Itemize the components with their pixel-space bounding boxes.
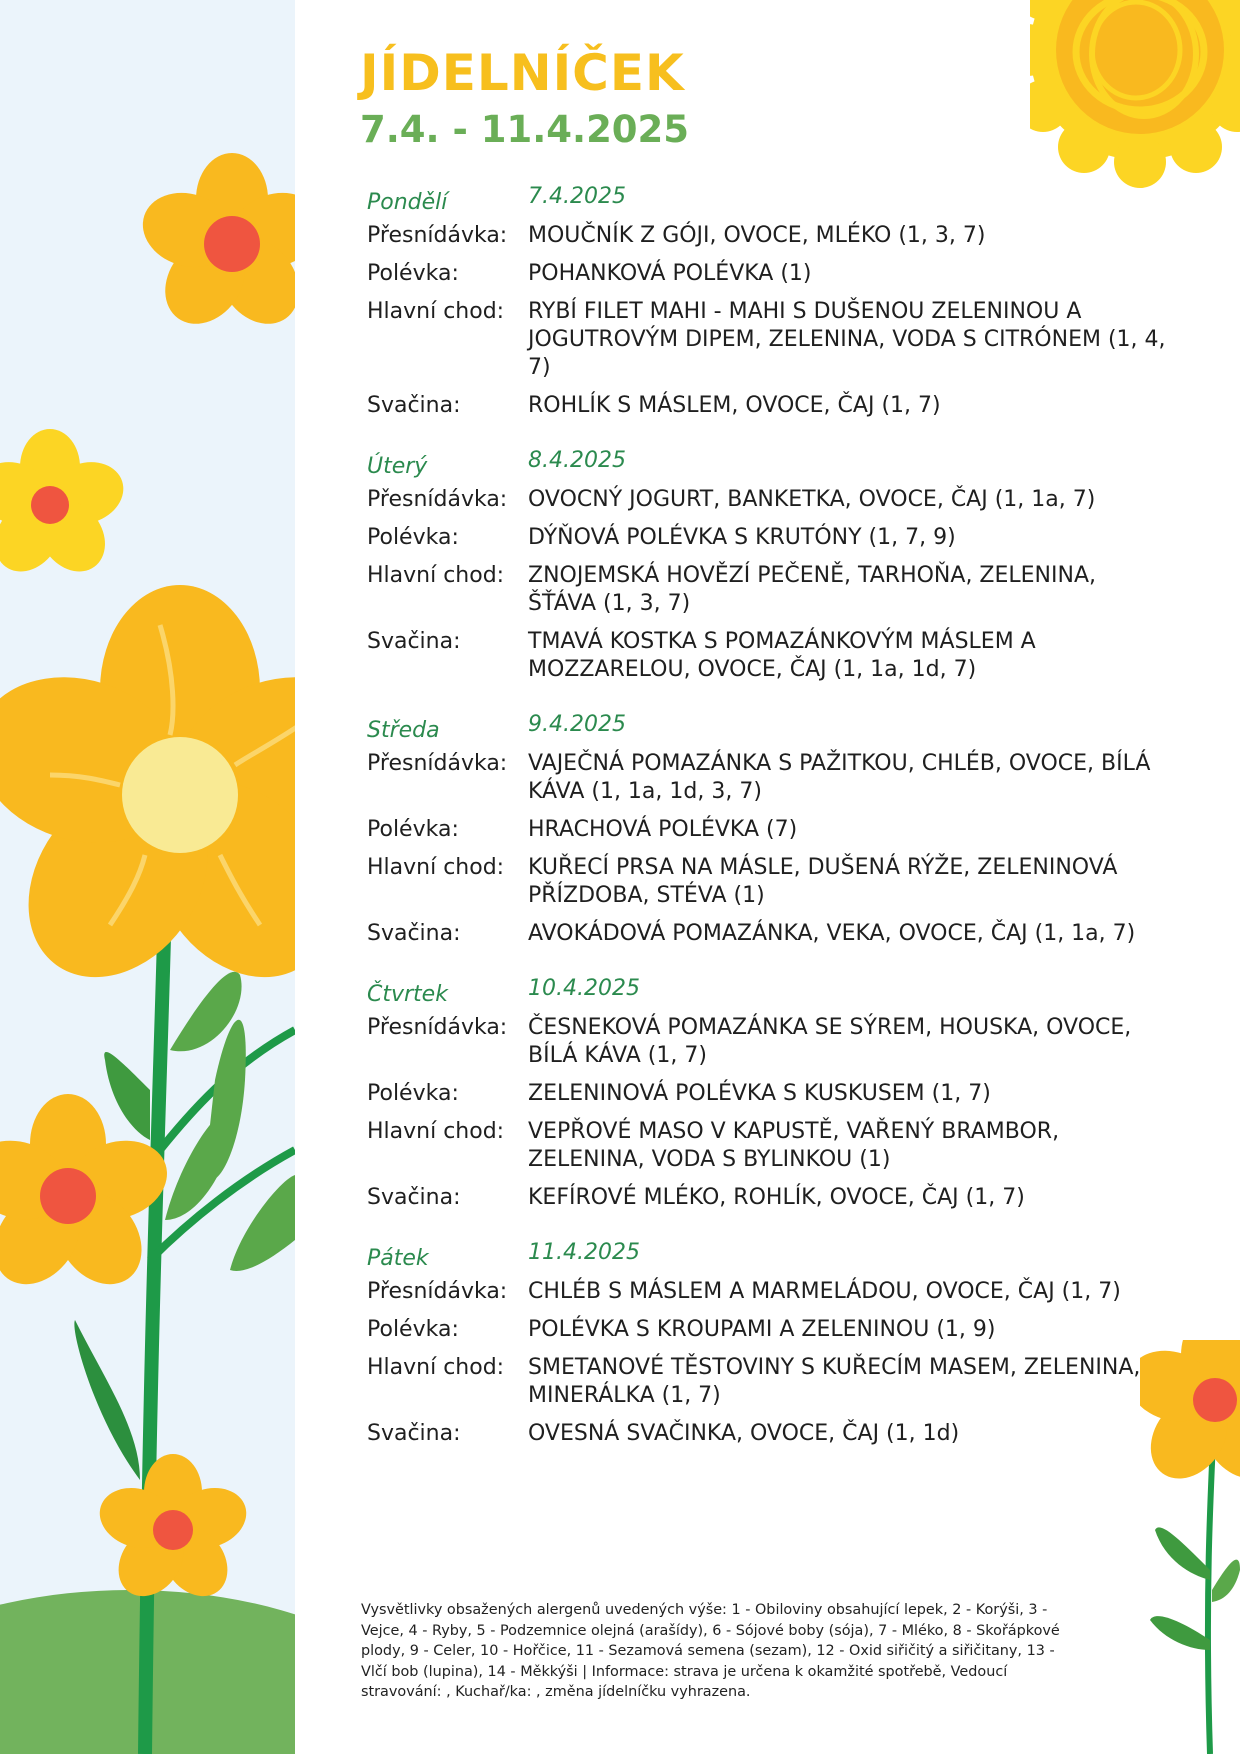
page-title: JÍDELNÍČEK [360,44,685,102]
meal-row [367,1118,1167,1174]
date-range: 7.4. - 11.4.2025 [360,108,690,151]
day-header [367,450,1167,480]
day-name: Čtvrtek [367,982,448,1007]
flower-illustration-panel [0,0,295,1754]
meal-description: ČESNEKOVÁ POMAZÁNKA SE SÝREM, HOUSKA, OVOCE, BÍLÁ KÁVA (1, 7) [528,1015,1132,1068]
meal-label: Polévka: [367,525,459,550]
meal-label: Polévka: [367,1081,459,1106]
flower-illustration [0,0,295,1754]
day-section [367,1242,1167,1448]
meal-description: POLÉVKA S KROUPAMI A ZELENINOU (1, 9) [528,1317,996,1342]
meal-description: MOUČNÍK Z GÓJI, OVOCE, MLÉKO (1, 3, 7) [528,223,986,248]
day-header [367,1242,1167,1272]
day-date: 7.4.2025 [528,184,626,209]
meal-label: Polévka: [367,1317,459,1342]
meal-description: ZNOJEMSKÁ HOVĚZÍ PEČENĚ, TARHOŇA, ZELENINA, ŠŤÁVA (1, 3, 7) [528,563,1097,616]
meal-description: CHLÉB S MÁSLEM A MARMELÁDOU, OVOCE, ČAJ (1, 7) [528,1279,1121,1304]
meal-label: Přesnídávka: [367,487,508,512]
day-name: Pátek [367,1246,429,1271]
sun-icon [1030,0,1240,200]
meal-description: HRACHOVÁ POLÉVKA (7) [528,817,798,842]
meal-label: Přesnídávka: [367,1279,508,1304]
meal-description: AVOKÁDOVÁ POMAZÁNKA, VEKA, OVOCE, ČAJ (1, 1a, 7) [528,921,1136,946]
meal-description: OVOCNÝ JOGURT, BANKETKA, OVOCE, ČAJ (1, 1a, 7) [528,487,1096,512]
meal-row [367,750,1167,806]
day-header [367,186,1167,216]
day-date: 8.4.2025 [528,448,626,473]
meal-description: KEFÍROVÉ MLÉKO, ROHLÍK, OVOCE, ČAJ (1, 7) [528,1185,1025,1210]
meal-label: Polévka: [367,261,459,286]
meal-description: VEPŘOVÉ MASO V KAPUSTĚ, VAŘENÝ BRAMBOR, ZELENINA, VODA S BYLINKOU (1) [528,1119,1060,1172]
meal-row [367,854,1167,910]
meal-description: POHANKOVÁ POLÉVKA (1) [528,261,812,286]
meal-label: Hlavní chod: [367,563,505,588]
meal-description: VAJEČNÁ POMAZÁNKA S PAŽITKOU, CHLÉB, OVOCE, BÍLÁ KÁVA (1, 1a, 1d, 3, 7) [528,751,1151,804]
menu-days [367,186,1167,1478]
day-name: Pondělí [367,190,448,215]
meal-row [367,562,1167,618]
meal-description: SMETANOVÉ TĚSTOVINY S KUŘECÍM MASEM, ZELENINA, MINERÁLKA (1, 7) [528,1355,1141,1408]
meal-label: Svačina: [367,629,461,654]
meal-row [367,486,1167,514]
meal-row [367,920,1167,948]
meal-label: Přesnídávka: [367,1015,508,1040]
meal-label: Hlavní chod: [367,1119,505,1144]
meal-row [367,628,1167,684]
day-section [367,714,1167,948]
meal-label: Hlavní chod: [367,855,505,880]
meal-label: Přesnídávka: [367,223,508,248]
meal-row [367,1184,1167,1212]
meal-row [367,1278,1167,1306]
meal-label: Svačina: [367,393,461,418]
meal-row [367,298,1167,382]
day-section [367,978,1167,1212]
meal-row [367,222,1167,250]
meal-row [367,1420,1167,1448]
allergen-footnote: Vysvětlivky obsažených alergenů uvedených výše: 1 - Obiloviny obsahující lepek, 2 - Korýši, 3 - Vejce, 4 - Ryby, 5 - Podzemnice olejná (arašídy), 6 - Sójové boby (sója), 7 - Mléko, 8 - Skořápkové plody, 9 - Celer, 10 - Hořčice, 11 - Sezamová semena (sezam), 12 - Oxid siřičitý a siřičitany, 13 - Vlčí bob (lupina), 14 - Měkkýši | Informace: strava je určena k okamžité spotřebě, Vedoucí stravování: , Kuchař/ka: , změna jídelníčku vyhrazena. [361,1602,1060,1700]
day-date: 9.4.2025 [528,712,626,737]
meal-label: Hlavní chod: [367,299,505,324]
meal-row [367,1316,1167,1344]
day-name: Úterý [367,454,428,479]
meal-description: ROHLÍK S MÁSLEM, OVOCE, ČAJ (1, 7) [528,393,941,418]
meal-description: OVESNÁ SVAČINKA, OVOCE, ČAJ (1, 1d) [528,1421,960,1446]
meal-row [367,1080,1167,1108]
day-date: 11.4.2025 [528,1240,640,1265]
meal-row [367,260,1167,288]
meal-row [367,1354,1167,1410]
meal-row [367,392,1167,420]
meal-label: Přesnídávka: [367,751,508,776]
day-name: Středa [367,718,440,743]
meal-description: DÝŇOVÁ POLÉVKA S KRUTÓNY (1, 7, 9) [528,525,956,550]
meal-label: Svačina: [367,1185,461,1210]
meal-description: TMAVÁ KOSTKA S POMAZÁNKOVÝM MÁSLEM A MOZZARELOU, OVOCE, ČAJ (1, 1a, 1d, 7) [528,629,1036,682]
meal-description: KUŘECÍ PRSA NA MÁSLE, DUŠENÁ RÝŽE, ZELENINOVÁ PŘÍZDOBA, STÉVA (1) [528,855,1118,908]
meal-label: Svačina: [367,921,461,946]
meal-row [367,524,1167,552]
day-header [367,978,1167,1008]
meal-label: Polévka: [367,817,459,842]
meal-label: Hlavní chod: [367,1355,505,1380]
meal-description: RYBÍ FILET MAHI - MAHI S DUŠENOU ZELENINOU A JOGUTROVÝM DIPEM, ZELENINA, VODA S CITRÓNEM (1, 4, 7) [528,299,1166,380]
meal-row [367,816,1167,844]
meal-description: ZELENINOVÁ POLÉVKA S KUSKUSEM (1, 7) [528,1081,991,1106]
day-section [367,450,1167,684]
day-header [367,714,1167,744]
day-section [367,186,1167,420]
meal-label: Svačina: [367,1421,461,1446]
meal-row [367,1014,1167,1070]
day-date: 10.4.2025 [528,976,640,1001]
